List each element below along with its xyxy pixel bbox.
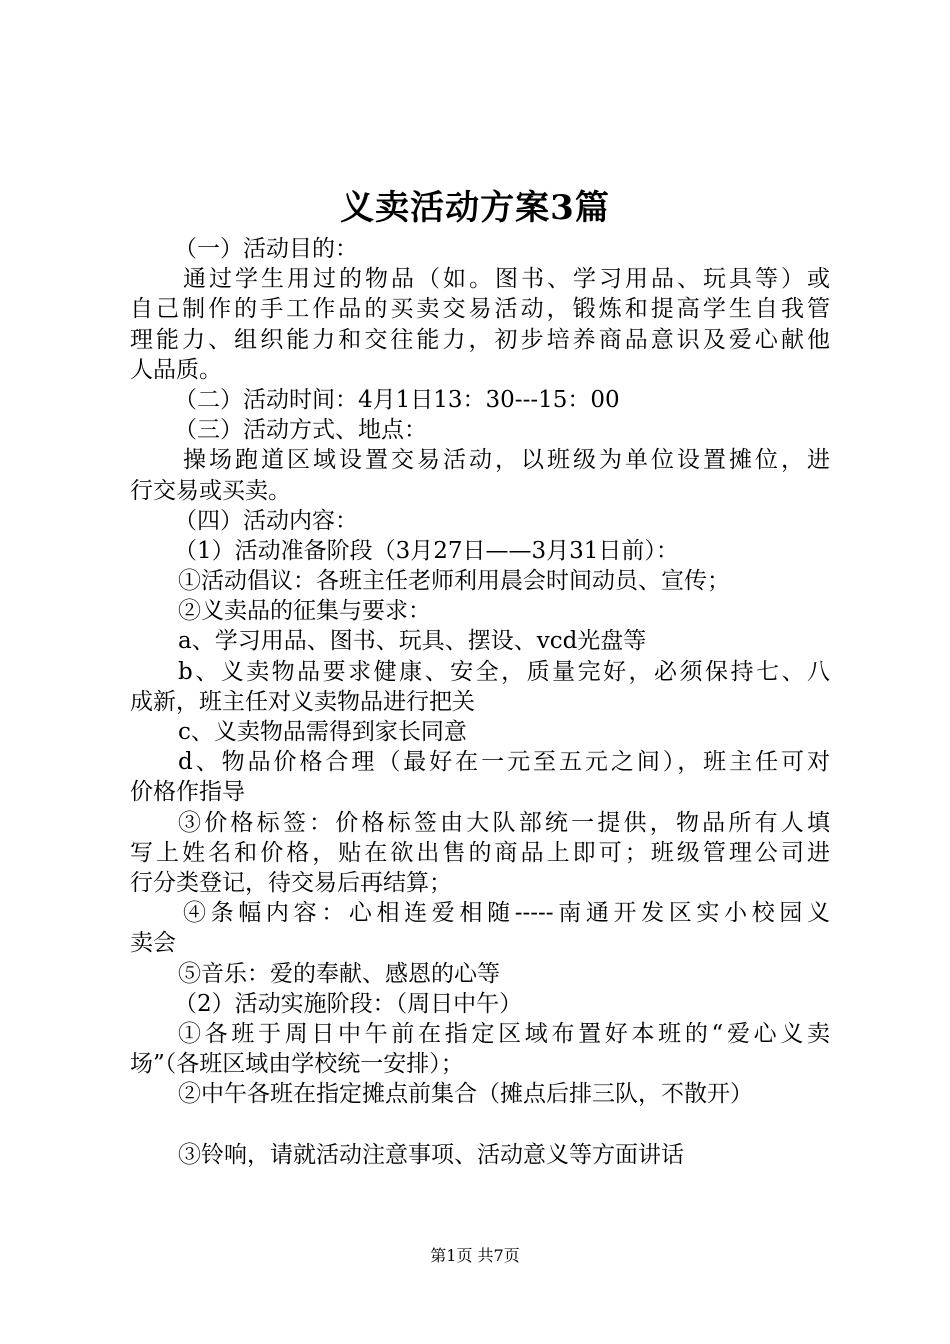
paragraph-line: 自己制作的手工作品的买卖交易活动，锻炼和提高学生自我管 (130, 296, 830, 323)
document-body (130, 234, 830, 1170)
list-item: ⑤音乐：爱的奉献、感恩的心等 (178, 960, 500, 987)
list-item: ①活动倡议：各班主任老师利用晨会时间动员、宣传； (178, 568, 730, 595)
list-item-continuation: 价格作指导 (130, 779, 245, 806)
list-item-continuation: 写上姓名和价格，贴在欲出售的商品上即可；班级管理公司进 (130, 839, 830, 866)
list-item: ③价格标签：价格标签由大队部统一提供，物品所有人填 (178, 809, 830, 836)
list-item-continuation: 场”（各班区域由学校统一安排）； (130, 1051, 464, 1078)
blank-line (130, 1109, 830, 1139)
list-item: ④条幅内容：心相连爱相随-----南通开发区实小校园义 (183, 900, 830, 927)
list-item-continuation: 行分类登记，待交易后再结算； (130, 869, 452, 896)
section-heading-purpose: （一）活动目的： (174, 236, 358, 262)
list-item: a、学习用品、图书、玩具、摆设、vcd光盘等 (178, 628, 647, 655)
list-item: c、义卖物品需得到家长同意 (178, 719, 467, 745)
list-item: b、义卖物品要求健康、安全，质量完好，必须保持七、八 (178, 658, 830, 685)
list-item: ②中午各班在指定摊点前集合（摊点后排三队，不散开） (178, 1081, 753, 1108)
list-item: ①各班于周日中午前在指定区域布置好本班的“爱心义卖 (178, 1020, 830, 1047)
subsection-heading-implementation: （2）活动实施阶段：（周日中午） (174, 990, 523, 1017)
paragraph-line: 理能力、组织能力和交往能力，初步培养商品意识及爱心献他 (130, 326, 830, 353)
paragraph-line: 通过学生用过的物品（如。图书、学习用品、玩具等）或 (183, 266, 830, 293)
page-number-footer: 第1页 共7页 (430, 1246, 520, 1265)
list-item-continuation: 卖会 (130, 930, 176, 957)
section-heading-time: （二）活动时间：4月1日13：30---15：00 (174, 386, 620, 413)
paragraph-line: 行交易或买卖。 (130, 477, 291, 504)
list-item: d、物品价格合理（最好在一元至五元之间），班主任可对 (178, 749, 830, 776)
paragraph-line: 人品质。 (130, 356, 222, 383)
section-heading-content: （四）活动内容： (174, 507, 358, 534)
subsection-heading-preparation: （1）活动准备阶段（3月27日——3月31日前）： (174, 537, 679, 564)
document-title: 义卖活动方案3篇 (340, 188, 610, 228)
section-heading-location: （三）活动方式、地点： (174, 417, 427, 444)
list-item: ③铃响，请就活动注意事项、活动意义等方面讲话 (178, 1141, 684, 1168)
paragraph-line: 操场跑道区域设置交易活动，以班级为单位设置摊位，进 (183, 447, 830, 474)
list-item-continuation: 成新，班主任对义卖物品进行把关 (130, 688, 475, 715)
list-item: ②义卖品的征集与要求： (178, 598, 431, 625)
